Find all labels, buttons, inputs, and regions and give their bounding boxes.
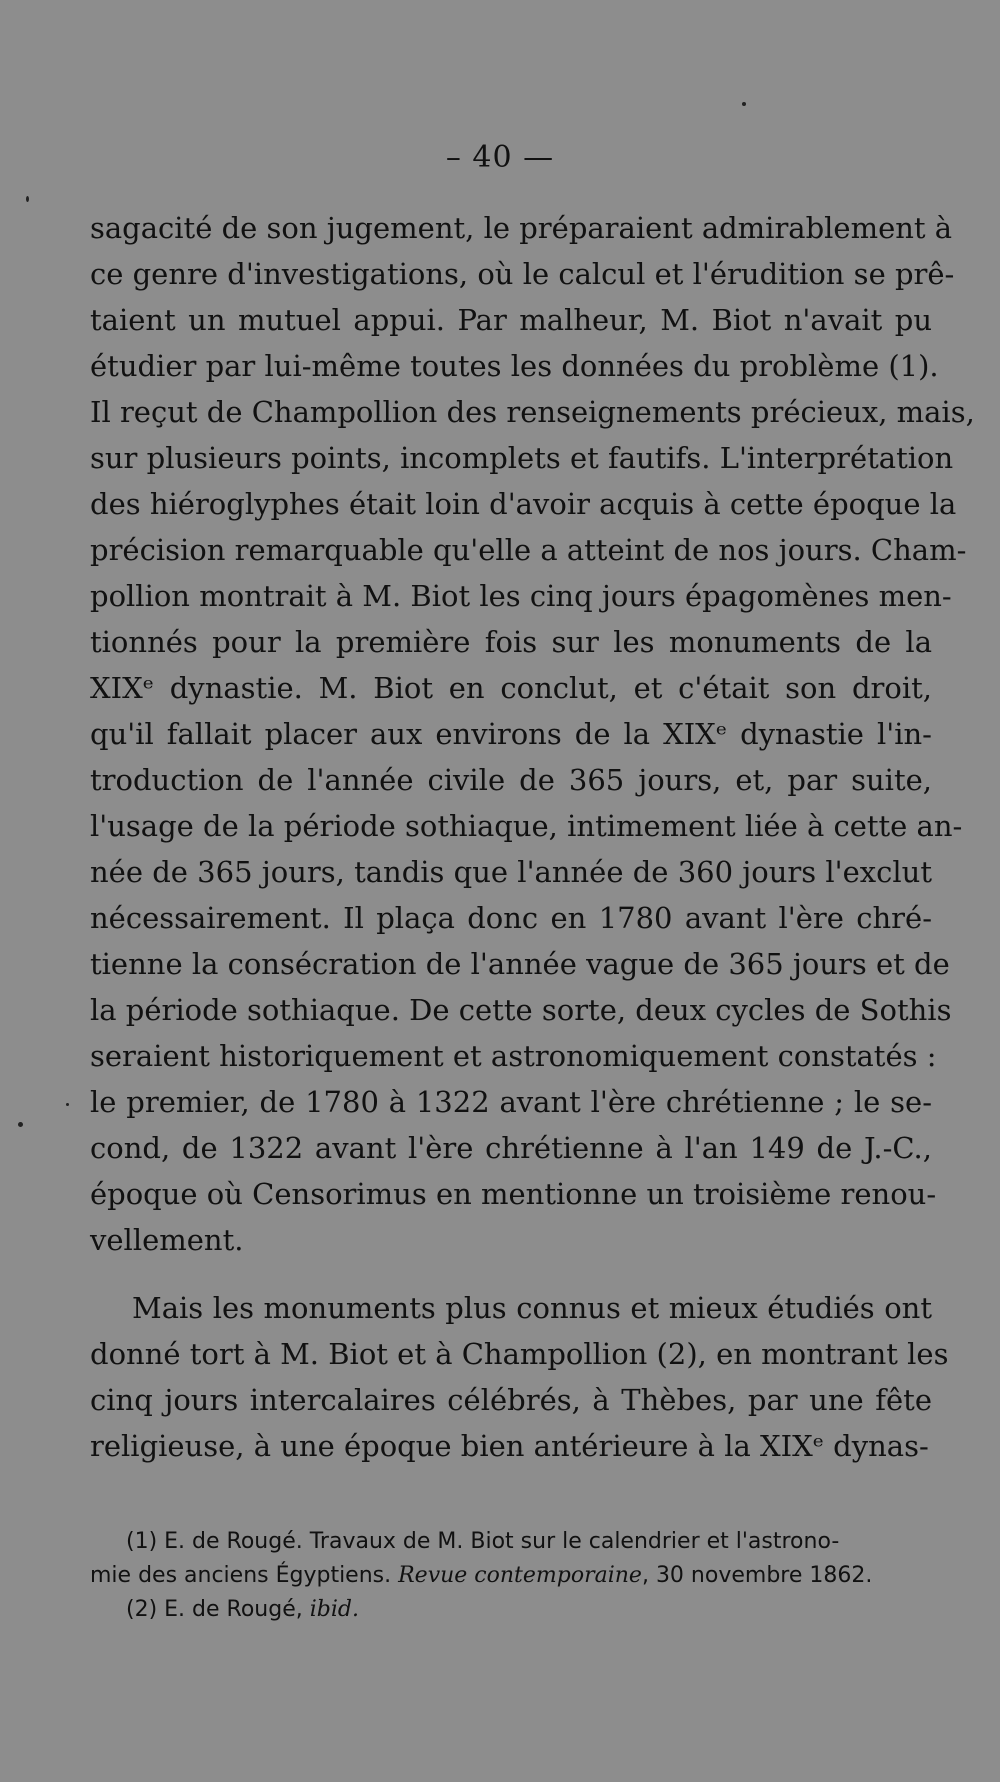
footnote-text: (2) E. de Rougé, <box>126 1597 310 1622</box>
text-line: cond, de 1322 avant l'ère chrétienne à l'an 149 de J.-C., <box>90 1131 932 1165</box>
text-line: l'usage de la période sothiaque, intimement liée à cette an- <box>90 809 963 843</box>
print-speck <box>18 1122 23 1127</box>
text-line: donné tort à M. Biot et à Champollion (2), en montrant les <box>90 1337 949 1371</box>
text-line: taient un mutuel appui. Par malheur, M. Biot n'avait pu <box>90 303 932 337</box>
text-line: le premier, de 1780 à 1322 avant l'ère chrétienne ; le se- <box>90 1085 932 1119</box>
footnotes <box>90 1525 942 1627</box>
text-line: religieuse, à une époque bien antérieure à la XIXᵉ dynas- <box>90 1429 929 1463</box>
footnote-1-line <box>90 1559 942 1593</box>
footnote-ibid: ibid. <box>309 1597 359 1622</box>
text-line: seraient historiquement et astronomiquement constatés : <box>90 1039 937 1073</box>
text-line: sur plusieurs points, incomplets et fautifs. L'interprétation <box>90 441 954 475</box>
text-line: ce genre d'investigations, où le calcul et l'érudition se prê- <box>90 257 955 291</box>
text-line: qu'il fallait placer aux environs de la XIXᵉ dynastie l'in- <box>90 717 932 751</box>
footnote-2-line <box>126 1593 942 1627</box>
print-speck <box>742 102 746 106</box>
text-line: Mais les monuments plus connus et mieux étudiés ont <box>132 1291 932 1325</box>
footnote-text: mie des anciens Égyptiens. <box>90 1563 399 1588</box>
paragraph <box>90 205 975 1263</box>
text-line: tienne la consécration de l'année vague de 365 jours et de <box>90 947 950 981</box>
text-line: cinq jours intercalaires célébrés, à Thèbes, par une fête <box>90 1383 932 1417</box>
text-line: époque où Censorimus en mentionne un troisième renou- <box>90 1177 937 1211</box>
text-line: vellement. <box>90 1223 244 1257</box>
paragraph <box>90 1285 949 1469</box>
text-line: pollion montrait à M. Biot les cinq jours épagomènes men- <box>90 579 952 613</box>
page-number: – 40 — <box>445 140 555 175</box>
footnote-text: , 30 novembre 1862. <box>641 1563 873 1588</box>
print-speck <box>26 196 29 202</box>
print-speck <box>66 1103 69 1106</box>
body-text <box>90 205 975 1469</box>
text-line: précision remarquable qu'elle a atteint de nos jours. Cham- <box>90 533 967 567</box>
text-line: nécessairement. Il plaça donc en 1780 avant l'ère chré- <box>90 901 932 935</box>
text-line: la période sothiaque. De cette sorte, deux cycles de Sothis <box>90 993 952 1027</box>
text-line: née de 365 jours, tandis que l'année de 360 jours l'exclut <box>90 855 932 889</box>
footnote-1-line: (1) E. de Rougé. Travaux de M. Biot sur le calendrier et l'astrono- <box>126 1529 840 1554</box>
text-line: XIXᵉ dynastie. M. Biot en conclut, et c'était son droit, <box>90 671 932 705</box>
text-line: des hiéroglyphes était loin d'avoir acquis à cette époque la <box>90 487 957 521</box>
text-line: étudier par lui-même toutes les données du problème (1). <box>90 349 939 383</box>
text-line: Il reçut de Champollion des renseignements précieux, mais, <box>90 395 975 429</box>
footnote-journal-title: Revue contemporaine <box>398 1563 642 1588</box>
text-line: troduction de l'année civile de 365 jours, et, par suite, <box>90 763 932 797</box>
text-line: sagacité de son jugement, le préparaient admirablement à <box>90 211 953 245</box>
text-line: tionnés pour la première fois sur les monuments de la <box>90 625 932 659</box>
